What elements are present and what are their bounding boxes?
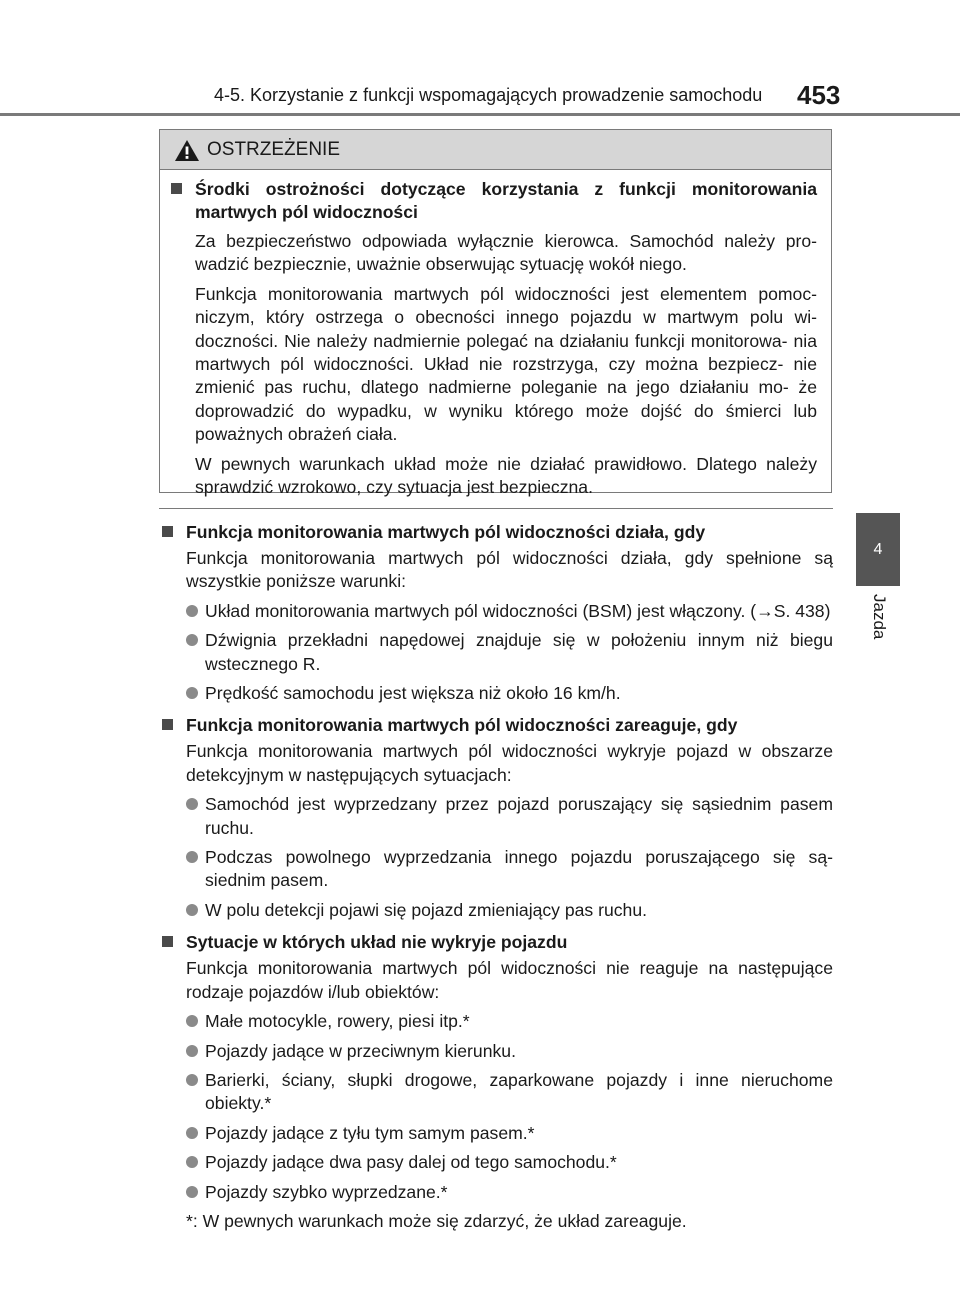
bullet-dot-icon (186, 1156, 198, 1168)
bullet-dot-icon (186, 798, 198, 810)
warning-paragraph: Funkcja monitorowania martwych pól widoczności jest elementem pomoc- niczym, który ostrzega o obecności innego pojazdu w martwym polu wi- doczności. Nie należy nadmiernie polegać na działaniu funkcji monitorowa- nia martwych pól widoczności. Układ nie rozstrzyga, czy można bezpiecz- nie zmienić pas ruchu, dlatego nadmierne poleganie na jego działaniu mo- że doprowadzić do wypadku, w wyniku którego może dojść do śmierci lub poważnych obrażeń ciała. (195, 283, 817, 445)
page-number: 453 (797, 80, 841, 110)
list-item (159, 1151, 833, 1174)
header-divider (0, 113, 960, 116)
chapter-tab-label: Jazda (870, 594, 889, 640)
page-header (0, 0, 960, 110)
warning-paragraph: W pewnych warunkach układ może nie działać prawidłowo. Dlatego należy sprawdzić wzrokowo, czy sytuacja jest bezpieczna. (195, 453, 817, 498)
list-item (159, 1122, 833, 1145)
warning-box (159, 129, 832, 498)
warning-header (160, 130, 831, 170)
section-title (159, 931, 833, 954)
list-item-text: Barierki, ściany, słupki drogowe, zaparkowane pojazdy i inne nieruchome obiekty.* (205, 1069, 833, 1114)
square-bullet-icon (162, 936, 173, 947)
chapter-title: 4-5. Korzystanie z funkcji wspomagających prowadzenie samochodu (214, 85, 763, 105)
square-bullet-icon (162, 719, 173, 730)
section-title (159, 714, 833, 737)
section-intro: Funkcja monitorowania martwych pól widoczności wykryje pojazd w obszarze detekcyjnym w następujących sytuacjach: (186, 741, 833, 785)
section-intro: Funkcja monitorowania martwych pól widoczności działa, gdy spełnione są wszystkie poniższe warunki: (186, 548, 833, 592)
warning-paragraph: Za bezpieczeństwo odpowiada wyłącznie kierowca. Samochód należy pro- wadzić bezpiecznie, uważnie obserwując sytuację wokół niego. (195, 231, 817, 275)
section-title (159, 521, 833, 544)
list-item-text: Pojazdy szybko wyprzedzane.* (205, 1181, 448, 1202)
list-item (159, 899, 833, 922)
bullet-dot-icon (186, 1074, 198, 1086)
list-item-text: Podczas powolnego wyprzedzania innego pojazdu poruszającego się są- siednim pasem. (205, 847, 833, 891)
warning-body (160, 170, 831, 499)
section-divider (159, 508, 833, 509)
footnote: *: W pewnych warunkach może się zdarzyć, że układ zareaguje. (186, 1210, 687, 1231)
chapter-tab-label-wrap (869, 594, 889, 654)
list-item (159, 629, 833, 676)
list-item-text: Układ monitorowania martwych pól widoczności (BSM) jest włączony. (→S. 438) (205, 600, 831, 621)
list-item (159, 846, 833, 893)
bullet-dot-icon (186, 904, 198, 916)
warning-title: OSTRZEŻENIE (207, 139, 341, 160)
main-content (159, 508, 833, 1233)
list-item (159, 793, 833, 840)
list-item (159, 1069, 833, 1116)
bullet-dot-icon (186, 687, 198, 699)
section-title-text: Funkcja monitorowania martwych pól widoczności działa, gdy (186, 522, 706, 542)
list-item-text: Małe motocykle, rowery, piesi itp.* (205, 1011, 470, 1032)
section-intro: Funkcja monitorowania martwych pól widoczności nie reaguje na następujące rodzaje pojazdów i/lub obiektów: (186, 958, 833, 1002)
list-item-text: Pojazdy jadące dwa pasy dalej od tego samochodu.* (205, 1152, 617, 1173)
list-item-text: Samochód jest wyprzedzany przez pojazd poruszający się sąsiednim pasem ruchu. (205, 794, 833, 838)
chapter-tab (856, 513, 900, 586)
list-item-text: Dźwignia przekładni napędowej znajduje się w położeniu innym niż biegu wstecznego R. (205, 630, 833, 674)
list-item-text: Pojazdy jadące w przeciwnym kierunku. (205, 1040, 516, 1061)
section-title-text: Funkcja monitorowania martwych pól widoczności zareaguje, gdy (186, 715, 738, 736)
warning-triangle-icon (174, 139, 200, 162)
warning-section-title-text: Środki ostrożności dotyczące korzystania z funkcji monitorowania martwych pól widoczności (195, 179, 817, 222)
list-item-text: Prędkość samochodu jest większa niż około 16 km/h. (205, 683, 621, 704)
bullet-dot-icon (186, 1127, 198, 1139)
list-item (159, 682, 833, 705)
list-item (159, 1181, 833, 1204)
list-item-text: W polu detekcji pojawi się pojazd zmieniający pas ruchu. (205, 899, 648, 920)
list-item (159, 600, 833, 623)
bullet-dot-icon (186, 851, 198, 863)
list-item (159, 1040, 833, 1063)
bullet-dot-icon (186, 1015, 198, 1027)
bullet-dot-icon (186, 605, 198, 617)
square-bullet-icon (171, 183, 182, 194)
chapter-tab-number: 4 (873, 540, 883, 558)
section-title-text: Sytuacje w których układ nie wykryje pojazdu (186, 932, 568, 953)
warning-section-title (168, 178, 817, 224)
bullet-dot-icon (186, 634, 198, 646)
list-item-text: Pojazdy jadące z tyłu tym samym pasem.* (205, 1122, 535, 1143)
square-bullet-icon (162, 526, 173, 537)
list-item (159, 1010, 833, 1033)
bullet-dot-icon (186, 1045, 198, 1057)
bullet-dot-icon (186, 1186, 198, 1198)
